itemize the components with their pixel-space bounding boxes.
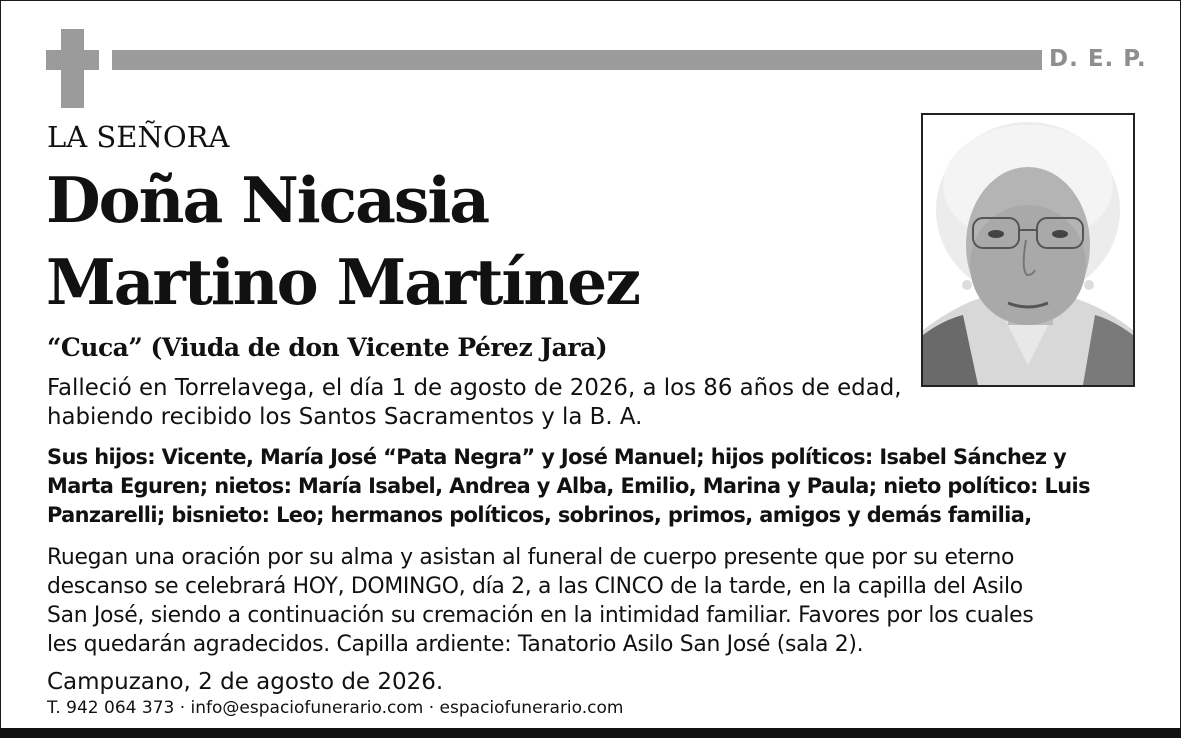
funeral-line: San José, siendo a continuación su cremación en la intimidad familiar. Favores por los cuales (47, 603, 1034, 628)
header-rule (112, 50, 1042, 70)
funeral-line: les quedarán agradecidos. Capilla ardiente: Tanatorio Asilo San José (sala 2). (47, 632, 864, 657)
deceased-name-line-2: Martino Martínez (46, 245, 639, 319)
family-line: Sus hijos: Vicente, María José “Pata Negra” y José Manuel; hijos políticos: Isabel Sánchez y (47, 445, 1067, 469)
cross-icon-horizontal (46, 50, 99, 70)
honorific: LA SEÑORA (47, 120, 230, 154)
funeral-paragraph (47, 543, 1142, 659)
place-date: Campuzano, 2 de agosto de 2026. (47, 669, 444, 695)
death-line: Falleció en Torrelavega, el día 1 de agosto de 2026, a los 86 años de edad, (47, 375, 902, 401)
family-line: Panzarelli; bisnieto: Leo; hermanos políticos, sobrinos, primos, amigos y demás familia, (47, 503, 1032, 527)
family-line: Marta Eguren; nietos: María Isabel, Andrea y Alba, Emilio, Marina y Paula; nieto político: Luis (47, 474, 1090, 498)
family-paragraph (47, 443, 1142, 530)
death-paragraph (47, 374, 927, 432)
contact-line: T. 942 064 373 · info@espaciofunerario.com · espaciofunerario.com (47, 698, 624, 718)
alias-line: “Cuca” (Viuda de don Vicente Pérez Jara) (47, 333, 608, 362)
bottom-border (0, 728, 1181, 738)
death-line: habiendo recibido los Santos Sacramentos y la B. A. (47, 404, 643, 430)
funeral-line: descanso se celebrará HOY, DOMINGO, día 2, a las CINCO de la tarde, en la capilla del Asilo (47, 574, 1023, 599)
dep-label: D. E. P. (1049, 46, 1147, 72)
funeral-line: Ruegan una oración por su alma y asistan al funeral de cuerpo presente que por su eterno (47, 545, 1015, 570)
portrait-photo (921, 113, 1135, 387)
deceased-name-line-1: Doña Nicasia (46, 163, 489, 237)
portrait-image (923, 115, 1133, 385)
